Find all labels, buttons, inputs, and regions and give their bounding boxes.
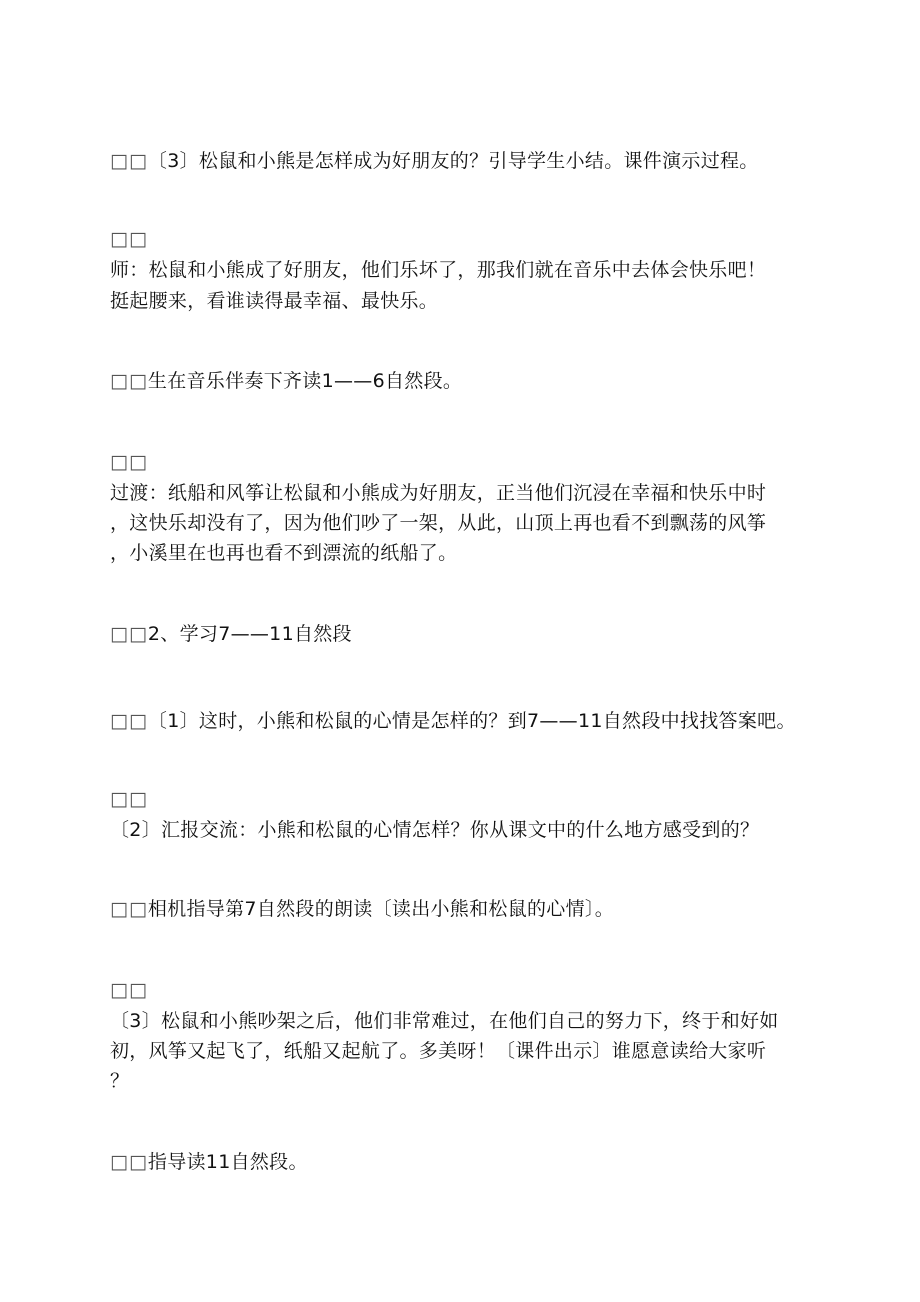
paragraph-line <box>110 292 438 311</box>
placeholder-glyph: □□ <box>110 1151 148 1173</box>
paragraph-line <box>110 1042 766 1061</box>
paragraph-line <box>110 900 614 919</box>
line-text: 过渡：纸船和风筝让松鼠和小熊成为好朋友，正当他们沉浸在幸福和快乐中时 <box>110 482 767 504</box>
paragraph-line <box>110 712 796 731</box>
paragraph-line <box>110 152 759 171</box>
line-text: 〔1〕这时，小熊和松鼠的心情是怎样的？到7——11自然段中找找答案吧。 <box>147 710 796 732</box>
line-text: 〔3〕松鼠和小熊是怎样成为好朋友的？引导学生小结。课件演示过程。 <box>147 150 759 172</box>
paragraph-line <box>110 625 352 644</box>
placeholder-glyph: □□ <box>110 898 148 920</box>
line-text: 挺起腰来，看谁读得最幸福、最快乐。 <box>110 290 439 312</box>
paragraph-line <box>110 790 148 809</box>
line-text: 师：松鼠和小熊成了好朋友，他们乐坏了，那我们就在音乐中去体会快乐吧！ <box>110 259 767 281</box>
paragraph-line <box>110 514 766 533</box>
line-text: ，这快乐却没有了，因为他们吵了一架，从此，山顶上再也看不到飘荡的风筝 <box>110 512 767 534</box>
line-text: 2、学习7——11自然段 <box>147 623 352 645</box>
placeholder-glyph: □□ <box>110 370 148 392</box>
paragraph-line <box>110 1072 129 1091</box>
placeholder-glyph: □□ <box>110 451 148 473</box>
paragraph-line <box>110 981 148 1000</box>
line-text: 生在音乐伴奏下齐读1——6自然段。 <box>147 370 463 392</box>
paragraph-line <box>110 1153 308 1172</box>
line-text: 〔3〕松鼠和小熊吵架之后，他们非常难过，在他们自己的努力下，终于和好如 <box>110 1010 779 1032</box>
paragraph-line <box>110 1012 779 1031</box>
paragraph-line <box>110 261 766 280</box>
placeholder-glyph: □□ <box>110 228 148 250</box>
paragraph-line <box>110 453 148 472</box>
placeholder-glyph: □□ <box>110 150 148 172</box>
line-text: 〔2〕汇报交流：小熊和松鼠的心情怎样？你从课文中的什么地方感受到的？ <box>110 819 760 841</box>
line-text: 指导读11自然段。 <box>147 1151 308 1173</box>
placeholder-glyph: □□ <box>110 710 148 732</box>
line-text: ，小溪里在也再也看不到漂流的纸船了。 <box>110 542 458 564</box>
paragraph-line <box>110 484 766 503</box>
line-text: ？ <box>110 1070 130 1092</box>
placeholder-glyph: □□ <box>110 788 148 810</box>
line-text: 初，风筝又起飞了，纸船又起航了。多美呀！〔课件出示〕谁愿意读给大家听 <box>110 1040 767 1062</box>
placeholder-glyph: □□ <box>110 979 148 1001</box>
paragraph-line <box>110 372 462 391</box>
paragraph-line <box>110 544 457 563</box>
line-text: 相机指导第7自然段的朗读〔读出小熊和松鼠的心情〕。 <box>147 898 614 920</box>
paragraph-line <box>110 821 759 840</box>
paragraph-line <box>110 230 148 249</box>
placeholder-glyph: □□ <box>110 623 148 645</box>
